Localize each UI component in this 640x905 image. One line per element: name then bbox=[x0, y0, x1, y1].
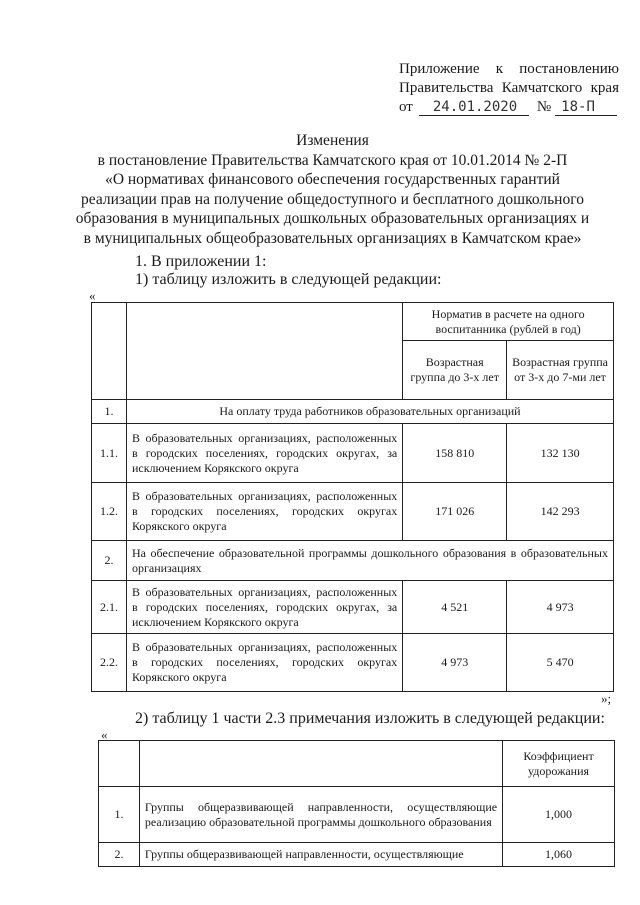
row-number: 2. bbox=[99, 843, 140, 867]
table-row bbox=[99, 787, 615, 843]
appendix-date-line bbox=[399, 98, 619, 117]
appendix-line-2: Правительства Камчатского края bbox=[399, 80, 619, 96]
table1-col-age-3-7: Возрастная группа от 3-х до 7-ми лет bbox=[507, 341, 614, 400]
table1-header-desc bbox=[126, 303, 402, 400]
table-row bbox=[92, 400, 614, 424]
row-description: В образовательных организациях, расположенных в городских поселениях, городских округах, за исключением Корякского округа bbox=[126, 424, 402, 483]
item-1: 1. В приложении 1: bbox=[135, 253, 267, 270]
table1-header-num bbox=[92, 303, 127, 400]
row-description: В образовательных организациях, расположенных в городских поселениях, городских округах Корякского округа bbox=[126, 634, 402, 692]
heading-line-4: образования в муниципальных дошкольных образовательных организациях и bbox=[75, 210, 590, 227]
heading-line-5: в муниципальных общеобразовательных организациях в Камчатском крае» bbox=[83, 229, 582, 247]
item-1-sub-1: 1) таблицу изложить в следующей редакции: bbox=[135, 271, 442, 288]
row-section-title: На обеспечение образовательной программы дошкольного образования в образовательных организациях bbox=[126, 541, 613, 581]
row-number: 2.1. bbox=[92, 581, 127, 634]
row-value-3-7: 142 293 bbox=[507, 483, 614, 541]
table-row bbox=[92, 424, 614, 483]
appendix-date: 24.01.2020 bbox=[432, 99, 518, 115]
appendix-number-prefix: № bbox=[536, 99, 552, 115]
heading-line-2: «О нормативах финансового обеспечения государственных гарантий bbox=[105, 171, 560, 188]
document-heading bbox=[60, 131, 605, 248]
item-1-sub-2: 2) таблицу 1 части 2.3 примечания изложить в следующей редакции: bbox=[135, 710, 605, 727]
coefficient-table bbox=[98, 740, 615, 867]
table2-header-num bbox=[99, 741, 140, 787]
row-value-under-3: 158 810 bbox=[403, 424, 507, 483]
table1-col-age-under-3: Возрастная группа до 3-х лет bbox=[403, 341, 507, 400]
row-number: 2. bbox=[92, 541, 127, 581]
appendix-line-1: Приложение к постановлению bbox=[399, 61, 619, 77]
row-description: Группы общеразвивающей направленности, осуществляющие реализацию образовательной программы дошкольного образования bbox=[139, 787, 502, 843]
row-number: 1.1. bbox=[92, 424, 127, 483]
row-description: В образовательных организациях, расположенных в городских поселениях, городских округах Корякского округа bbox=[126, 483, 402, 541]
row-value-under-3: 171 026 bbox=[403, 483, 507, 541]
heading-title: Изменения bbox=[296, 132, 369, 149]
table1-header-group: Норматив в расчете на одного воспитанника (рублей в год) bbox=[403, 303, 614, 341]
row-value-under-3: 4 973 bbox=[403, 634, 507, 692]
table2-header-desc bbox=[139, 741, 502, 787]
table-row bbox=[99, 843, 615, 867]
table-row bbox=[92, 581, 614, 634]
table2-header-coefficient: Коэффициент удорожания bbox=[503, 741, 615, 787]
row-number: 2.2. bbox=[92, 634, 127, 692]
row-value-3-7: 5 470 bbox=[507, 634, 614, 692]
row-number: 1.2. bbox=[92, 483, 127, 541]
row-number: 1. bbox=[92, 400, 127, 424]
appendix-block bbox=[399, 60, 619, 117]
row-value-3-7: 4 973 bbox=[507, 581, 614, 634]
row-number: 1. bbox=[99, 787, 140, 843]
appendix-date-field bbox=[419, 99, 529, 116]
appendix-number-field bbox=[555, 99, 617, 116]
norms-table bbox=[91, 302, 614, 692]
row-value-3-7: 132 130 bbox=[507, 424, 614, 483]
quote-open-1: « bbox=[89, 288, 96, 303]
table-row bbox=[92, 634, 614, 692]
quote-close-1: »; bbox=[601, 691, 612, 706]
row-coefficient: 1,000 bbox=[503, 787, 615, 843]
row-value-under-3: 4 521 bbox=[403, 581, 507, 634]
heading-line-1: в постановление Правительства Камчатского края от 10.01.2014 № 2-П bbox=[97, 151, 568, 169]
row-coefficient: 1,060 bbox=[503, 843, 615, 867]
row-description: В образовательных организациях, расположенных в городских поселениях, городских округах, за исключением Корякского округа bbox=[126, 581, 402, 634]
row-description: Группы общеразвивающей направленности, осуществляющие bbox=[139, 843, 502, 867]
heading-line-3: реализации прав на получение общедоступного и бесплатного дошкольного bbox=[81, 190, 584, 208]
quote-open-2: « bbox=[101, 727, 108, 742]
table-row bbox=[92, 541, 614, 581]
table-row bbox=[92, 483, 614, 541]
appendix-from-prefix: от bbox=[399, 99, 413, 115]
row-section-title: На оплату труда работников образовательных организаций bbox=[126, 400, 613, 424]
appendix-number: 18-П bbox=[561, 99, 595, 115]
